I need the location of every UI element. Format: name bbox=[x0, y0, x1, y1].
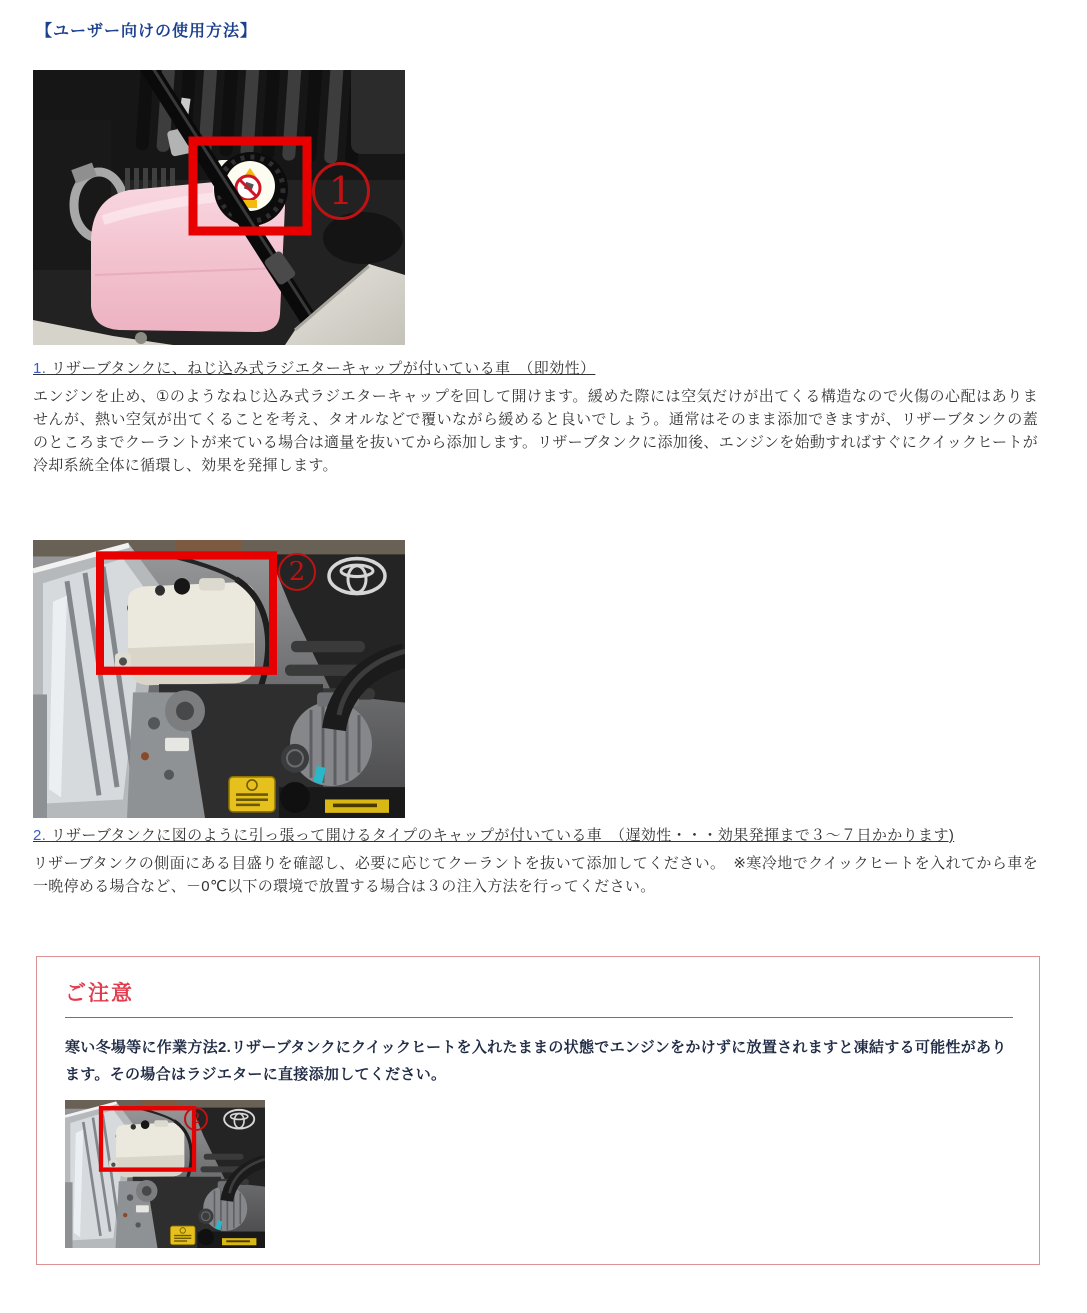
section1-number: 1. bbox=[33, 360, 47, 377]
marker-1: 1 bbox=[312, 162, 370, 220]
engine-bay-2-illustration bbox=[33, 540, 405, 818]
figure-radiator-cap-photo bbox=[33, 70, 405, 345]
section2-title: リザーブタンクに図のように引っ張って開けるタイプのキャップが付いている車 （遅効性・・・効果発揮まで３～７日かかります) bbox=[50, 827, 955, 844]
marker-2: 2 bbox=[278, 553, 316, 591]
section1-heading-link[interactable] bbox=[33, 357, 595, 378]
notice-box bbox=[36, 956, 1040, 1265]
figure-notice-photo bbox=[65, 1100, 265, 1248]
marker-2-small: 2 bbox=[184, 1107, 208, 1131]
caution-label-icon bbox=[229, 777, 275, 812]
figure-reserve-tank-photo bbox=[33, 540, 405, 818]
page-title: 【ユーザー向けの使用方法】 bbox=[36, 23, 258, 40]
section2-number: 2. bbox=[33, 827, 47, 844]
section1-title: リザーブタンクに、ねじ込み式ラジエターキャップが付いている車 （即効性） bbox=[50, 360, 596, 377]
section1-body: エンジンを止め、①のようなねじ込み式ラジエターキャップを回して開けます。緩めた際には空気だけが出てくる構造なので火傷の心配はありませんが、熱い空気が出てくることを考え、タオルなどで覆いながら緩めると良いでしょう。通常はそのまま添加できますが、リザーブタンクの蓋のところまでクーラントが来ている場合は適量を抜いてから添加します。リザーブタンクに添加後、エンジンを始動すればすぐにクイックヒートが冷却系統全体に循環し、効果を発揮します。 bbox=[33, 388, 1038, 474]
notice-body: 寒い冬場等に作業方法2.リザーブタンクにクイックヒートを入れたままの状態でエンジンをかけずに放置されますと凍結する可能性があります。その場合はラジエターに直接添加してください。 bbox=[65, 1039, 1007, 1083]
engine-bay-2-small-illustration bbox=[65, 1100, 265, 1248]
notice-title: ご注意 bbox=[65, 977, 1013, 1018]
section2-body: リザーブタンクの側面にある目盛りを確認し、必要に応じてクーラントを抜いて添加してください。 ※寒冷地でクイックヒートを入れてから車を一晩停める場合など、－0℃以下の環境で放置する場合は３の注入方法を行ってください。 bbox=[33, 855, 1038, 895]
section2-heading-link[interactable] bbox=[33, 824, 954, 845]
